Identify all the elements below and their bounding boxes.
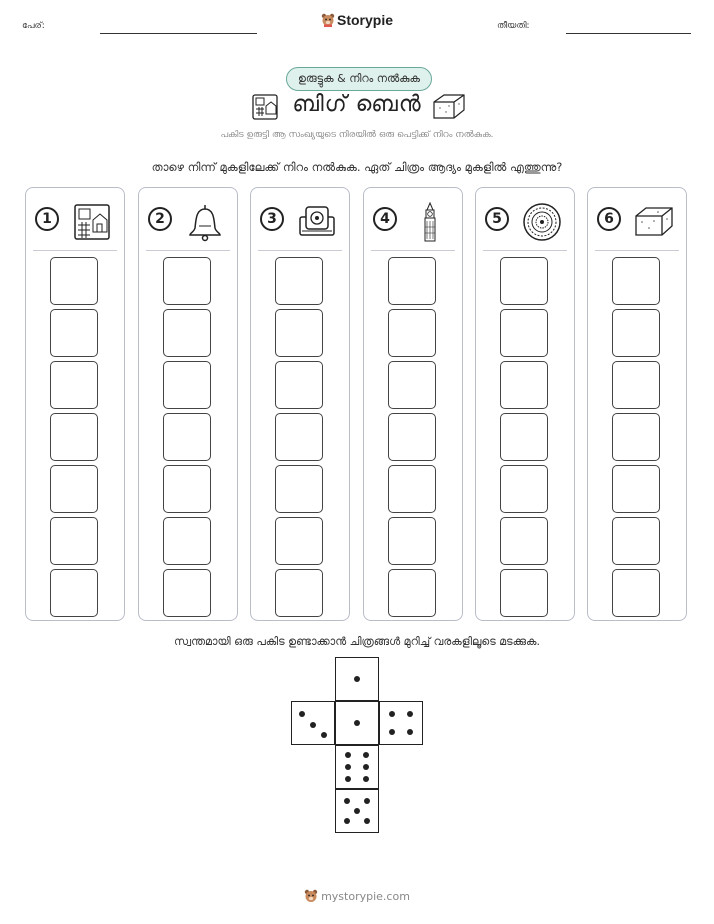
dice-face-1 <box>335 701 379 745</box>
dice-face-6 <box>335 745 379 789</box>
date-label: തീയതി: <box>497 21 530 31</box>
dice-pip <box>345 764 351 770</box>
dice-pip <box>363 764 369 770</box>
date-field[interactable] <box>566 33 691 34</box>
color-box[interactable] <box>612 361 660 409</box>
color-box[interactable] <box>275 569 323 617</box>
dice-pip <box>363 776 369 782</box>
dice-pip <box>389 729 395 735</box>
dice-face-5 <box>335 789 379 833</box>
color-box[interactable] <box>388 361 436 409</box>
color-box[interactable] <box>275 517 323 565</box>
tower-icon <box>410 202 450 242</box>
column-number: 4 <box>373 207 397 231</box>
color-box[interactable] <box>388 309 436 357</box>
stone-block-icon <box>634 202 674 242</box>
column-4 <box>363 187 463 621</box>
color-box[interactable] <box>163 361 211 409</box>
color-box[interactable] <box>163 569 211 617</box>
color-box[interactable] <box>612 465 660 513</box>
color-box[interactable] <box>163 309 211 357</box>
subtitle: പകിട ഉരുട്ടി ആ സംഖ്യയുടെ നിരയിൽ ഒരു പെട്ടിക്ക് നിറം നൽകുക. <box>220 130 494 140</box>
bell-icon <box>185 202 225 242</box>
dice-pip <box>344 818 350 824</box>
clock-mechanism-icon <box>297 202 337 242</box>
dice-face-4 <box>379 701 423 745</box>
column-1 <box>25 187 125 621</box>
dice-pip <box>299 711 305 717</box>
dice-instruction: സ്വന്തമായി ഒരു പകിട ഉണ്ടാക്കാൻ ചിത്രങ്ങൾ മുറിച്ച് വരകളിലൂടെ മടക്കുക. <box>174 635 540 648</box>
dice-pip <box>354 808 360 814</box>
color-box[interactable] <box>612 413 660 461</box>
color-box[interactable] <box>50 361 98 409</box>
color-box[interactable] <box>275 413 323 461</box>
column-number: 1 <box>35 207 59 231</box>
color-box[interactable] <box>500 413 548 461</box>
question-text: താഴെ നിന്ന് മുകളിലേക്ക് നിറം നൽകുക. ഏത് ചിത്രം ആദ്യം മുകളിൽ എത്തുന്നു? <box>151 160 563 174</box>
color-box[interactable] <box>50 517 98 565</box>
color-box[interactable] <box>500 309 548 357</box>
column-number: 5 <box>485 207 509 231</box>
footer-url: mystorypie.com <box>321 890 410 903</box>
color-box[interactable] <box>163 517 211 565</box>
name-field[interactable] <box>100 33 257 34</box>
brand-name: Storypie <box>336 12 393 28</box>
color-box[interactable] <box>388 465 436 513</box>
name-label: പേര്: <box>22 21 45 31</box>
color-box[interactable] <box>388 413 436 461</box>
column-3 <box>250 187 350 621</box>
column-number: 2 <box>148 207 172 231</box>
color-box[interactable] <box>500 517 548 565</box>
color-box[interactable] <box>50 309 98 357</box>
stone-block-icon <box>432 92 466 120</box>
dice-pip <box>354 720 360 726</box>
column-number: 6 <box>597 207 621 231</box>
dice-pip <box>345 752 351 758</box>
color-box[interactable] <box>275 257 323 305</box>
color-box[interactable] <box>50 465 98 513</box>
color-box[interactable] <box>612 309 660 357</box>
color-box[interactable] <box>275 309 323 357</box>
column-6 <box>587 187 687 621</box>
brand-logo <box>0 12 714 28</box>
activity-badge: ഉരുട്ടുക & നിറം നൽകുക <box>286 67 432 91</box>
color-box[interactable] <box>500 465 548 513</box>
color-box[interactable] <box>500 361 548 409</box>
dice-face-3 <box>291 701 335 745</box>
dice-pip <box>321 732 327 738</box>
color-box[interactable] <box>163 465 211 513</box>
color-box[interactable] <box>163 257 211 305</box>
color-box[interactable] <box>500 569 548 617</box>
color-box[interactable] <box>50 569 98 617</box>
page-title: ബിഗ് ബെൻ <box>292 92 422 117</box>
bear-icon <box>304 889 318 903</box>
dice-pip <box>364 798 370 804</box>
map-icon <box>72 202 112 242</box>
column-5 <box>475 187 575 621</box>
dice-pip <box>407 711 413 717</box>
color-box[interactable] <box>388 569 436 617</box>
dice-pip <box>345 776 351 782</box>
color-box[interactable] <box>275 465 323 513</box>
column-2 <box>138 187 238 621</box>
dice-face-1 <box>335 657 379 701</box>
color-box[interactable] <box>612 517 660 565</box>
clock-face-icon <box>522 202 562 242</box>
color-box[interactable] <box>50 413 98 461</box>
color-box[interactable] <box>612 257 660 305</box>
color-box[interactable] <box>275 361 323 409</box>
color-box[interactable] <box>388 257 436 305</box>
dice-pip <box>344 798 350 804</box>
color-box[interactable] <box>50 257 98 305</box>
color-box[interactable] <box>500 257 548 305</box>
color-box[interactable] <box>612 569 660 617</box>
dice-pip <box>389 711 395 717</box>
dice-pip <box>363 752 369 758</box>
color-box[interactable] <box>163 413 211 461</box>
dice-pip <box>310 722 316 728</box>
dice-pip <box>364 818 370 824</box>
dice-pip <box>407 729 413 735</box>
footer <box>0 889 714 903</box>
bear-icon <box>321 13 335 27</box>
color-box[interactable] <box>388 517 436 565</box>
column-number: 3 <box>260 207 284 231</box>
dice-pip <box>354 676 360 682</box>
